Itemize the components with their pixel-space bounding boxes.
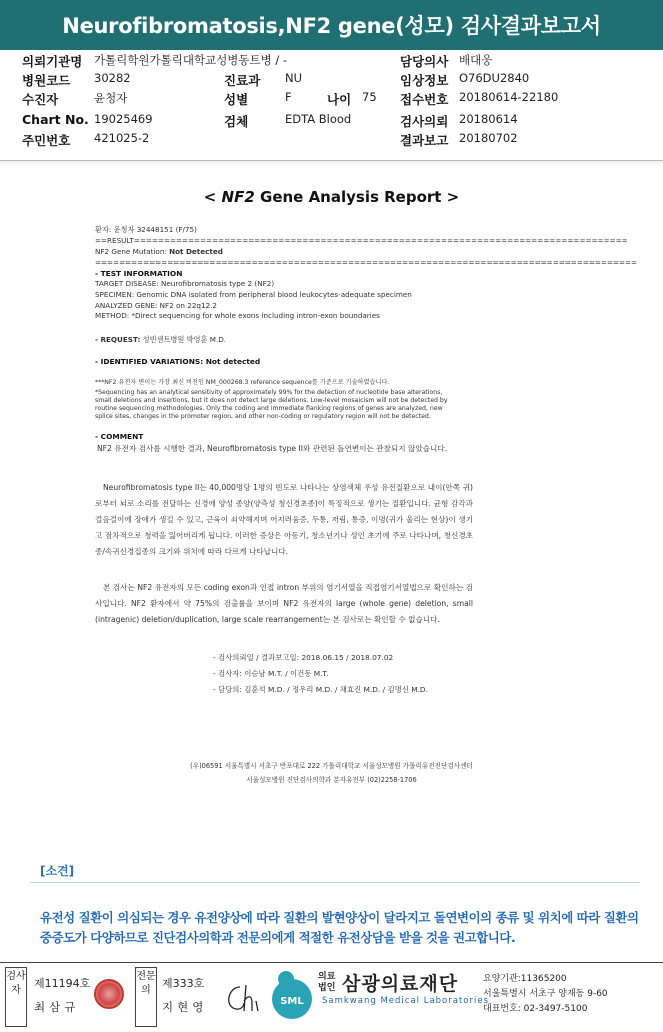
- corp-institution-code: 요양기관:11365200: [483, 974, 567, 984]
- svg-text:SML: SML: [280, 996, 304, 1007]
- test-info-heading: - TEST INFORMATION: [95, 269, 183, 278]
- chart-label: Chart No.: [22, 112, 89, 127]
- patient-value: 윤청자: [94, 91, 128, 105]
- dept-value: NU: [285, 71, 303, 85]
- sml-logo-icon: [270, 969, 314, 1021]
- chart-value: 19025469: [94, 112, 153, 126]
- mutation-label: NF2 Gene Mutation:: [95, 247, 170, 256]
- hospital-code-value: 30282: [94, 71, 131, 85]
- comment-paragraph-1: NF2 유전자 검사를 시행한 결과, Neurofibromatosis type II와 관련된 돌연변이는 관찰되지 않았습니다.: [97, 444, 448, 453]
- patient-line: 환자: 윤청자 32448151 (F/75): [95, 225, 197, 234]
- lab-contact: 서울성모병원 진단검사의학과 분자유전부 (02)2258-1706: [246, 776, 417, 784]
- sex-label: 성별: [224, 92, 249, 107]
- specialist-name: 지현영: [162, 1000, 208, 1014]
- corp-address: 서울특별시 서초구 양재동 9-60: [483, 989, 608, 999]
- specimen-line: SPECIMEN: Genomic DNA isolated from peripheral blood leukocytes-adequate specimen: [95, 290, 412, 299]
- corp-phone: 대표번호: 02-3497-5100: [483, 1004, 588, 1014]
- tester-box: 검사자: [5, 967, 27, 1027]
- note-line-2: *Sequencing has an analytical sensitivity of approximately 99% for the detection of nucleotide base alterations,: [95, 389, 443, 396]
- variations-heading: - IDENTIFIED VARIATIONS: Not detected: [95, 357, 261, 366]
- title-rest: Gene Analysis Report >: [254, 188, 460, 206]
- idno-value: 421025-2: [94, 131, 150, 145]
- report-date-value: 20180702: [459, 131, 518, 145]
- signature-dates: - 검사의뢰일 / 결과보고일: 2018.06.15 / 2018.07.02: [213, 653, 394, 662]
- mutation-value: Not Detected: [169, 247, 223, 256]
- specialist-box: 전문의: [135, 967, 157, 1027]
- patient-label: 수진자: [22, 92, 59, 107]
- note-line-3: small deletions and insertions, but it does not detect large deletions. Low-level mosaicism will not be detected by: [95, 397, 448, 404]
- signature: [222, 981, 262, 1015]
- clinical-label: 임상정보: [400, 73, 449, 88]
- result-divider: ==RESULT==================================================================================: [95, 236, 628, 245]
- footer: [0, 962, 663, 1032]
- signature-testers: - 검사자: 이승남 M.T. / 이건동 M.T.: [213, 669, 329, 678]
- signature-doctors: - 담당의: 김훈석 M.D. / 정우리 M.D. / 채효진 M.D. / 김명신 M.D.: [213, 685, 428, 694]
- title-prefix: <: [203, 188, 222, 206]
- hospital-code-label: 병원코드: [22, 73, 71, 88]
- note-line-4: routine sequencing methodologies. Only the coding and immediate flanking regions of genes are analyzed, new: [95, 405, 443, 412]
- dept-label: 진료과: [224, 73, 261, 88]
- specialist-license: 제333호: [162, 977, 205, 990]
- report-date-label: 결과보고: [400, 133, 449, 148]
- age-label: 나이: [327, 92, 352, 107]
- title-gene: NF2: [221, 188, 255, 206]
- comment-heading: - COMMENT: [95, 432, 144, 441]
- receipt-value: 20180614-22180: [459, 90, 559, 104]
- specimen-value: EDTA Blood: [285, 112, 352, 126]
- request-value: 20180614: [459, 112, 518, 126]
- comment-paragraph-2: Neurofibromatosis type II는 40,000명당 1명의 빈도로 나타나는 상염색체 우성 유전질환으로 내이(안쪽 귀)로부터 뇌로 소리를 전달하는 신경에 양성 종양(양측성 청신경초종)이 특징적으로 생기는 질환입니다. 균형 감각과 걸음걸이에 장애가 생길 수 있고, 근육이 쇠약해지며 어지러움증, 두통, 저림, 통증, 이명(귀가 울리는 현상)이 생기고 점차적으로 청력을 잃어버리게 됩니다. 이러한 증상은 아동기, 청소년기나 성인 초기에 주로 나타나며, 청신경초종/속귀신경집종의 크기와 위치에 따라 다르게 나타납니다.: [95, 483, 473, 556]
- request-heading: - REQUEST:: [95, 335, 141, 344]
- specimen-label: 검체: [224, 114, 249, 129]
- request-line: [95, 335, 226, 345]
- corp-name: 삼광의료재단: [342, 973, 459, 995]
- corp-type: [318, 972, 335, 994]
- method-line: METHOD: *Direct sequencing for whole exons including intron-exon boundaries: [95, 311, 380, 320]
- corp-type-1: 의료: [318, 972, 336, 982]
- tester-license: 제11194호: [34, 977, 91, 990]
- request-doctor: 성빈센트병원 박영훈 M.D.: [140, 335, 227, 344]
- age-value: 75: [362, 90, 377, 104]
- report-body: [0, 170, 663, 890]
- receipt-label: 접수번호: [400, 92, 449, 107]
- sex-value: F: [285, 90, 292, 104]
- seal-stamp: [94, 979, 124, 1009]
- opinion-text: 유전성 질환이 의심되는 경우 유전양상에 따라 질환의 발현양상이 달라지고 돌연변이의 종류 및 위치에 따라 질환의 중증도가 다양하므로 진단검사의학과 전문의에게 적절한 유전상담을 받을 것을 권고합니다.: [40, 910, 639, 945]
- analyzed-gene: ANALYZED GENE: NF2 on 22q12.2: [95, 301, 217, 310]
- note-line-5: splice sites, changes in the promoter region, and other non-coding or regulatory region will not be detected.: [95, 413, 431, 420]
- opinion-label: [소견]: [40, 864, 75, 878]
- comment-paragraph-3: 본 검사는 NF2 유전자의 모든 coding exon과 인접 intron 부위의 염기서열을 직접염기서열법으로 확인하는 검사입니다. NF2 환자에서 약 75%의 검출률을 보이며 NF2 유전자의 large (whole gene) deletion, small (intragenic) deletion/duplication, large scale rearrangement는 본 검사로는 확인할 수 없습니다.: [95, 583, 473, 624]
- institution-label: 의뢰기관명: [22, 54, 83, 69]
- corp-name-english: Samkwang Medical Laboratories: [322, 996, 490, 1006]
- header-divider: [0, 160, 663, 166]
- corp-type-2: 법인: [318, 983, 336, 993]
- report-title: Neurofibromatosis,NF2 gene(성모) 검사결과보고서: [0, 0, 663, 50]
- tester-name: 최삼규: [34, 1000, 80, 1014]
- request-label: 검사의뢰: [400, 114, 449, 129]
- target-disease: TARGET DISEASE: Neurofibromatosis type 2 (NF2): [95, 279, 275, 288]
- lab-address: (우)06591 서울특별시 서초구 반포대로 222 가톨릭대학교 서울성모병원 가톨릭유전진단검사센터: [190, 762, 473, 770]
- institution-value: 가톨릭학원가톨릭대학교성병동트병 / -: [94, 53, 288, 67]
- doctor-label: 담당의사: [400, 54, 449, 69]
- note-line-1: ***NF2 유전자 변이는 가장 최신 버전인 NM_000268.3 reference sequence를 기준으로 기술하였습니다.: [95, 379, 390, 386]
- gene-report-title: [0, 188, 663, 206]
- opinion-divider: [30, 882, 640, 883]
- mutation-line: [95, 247, 223, 257]
- result-divider-bottom: ==========================================================================================: [95, 258, 638, 267]
- doctor-value: 배대웅: [459, 53, 493, 67]
- clinical-value: O76DU2840: [459, 71, 530, 85]
- idno-label: 주민번호: [22, 133, 71, 148]
